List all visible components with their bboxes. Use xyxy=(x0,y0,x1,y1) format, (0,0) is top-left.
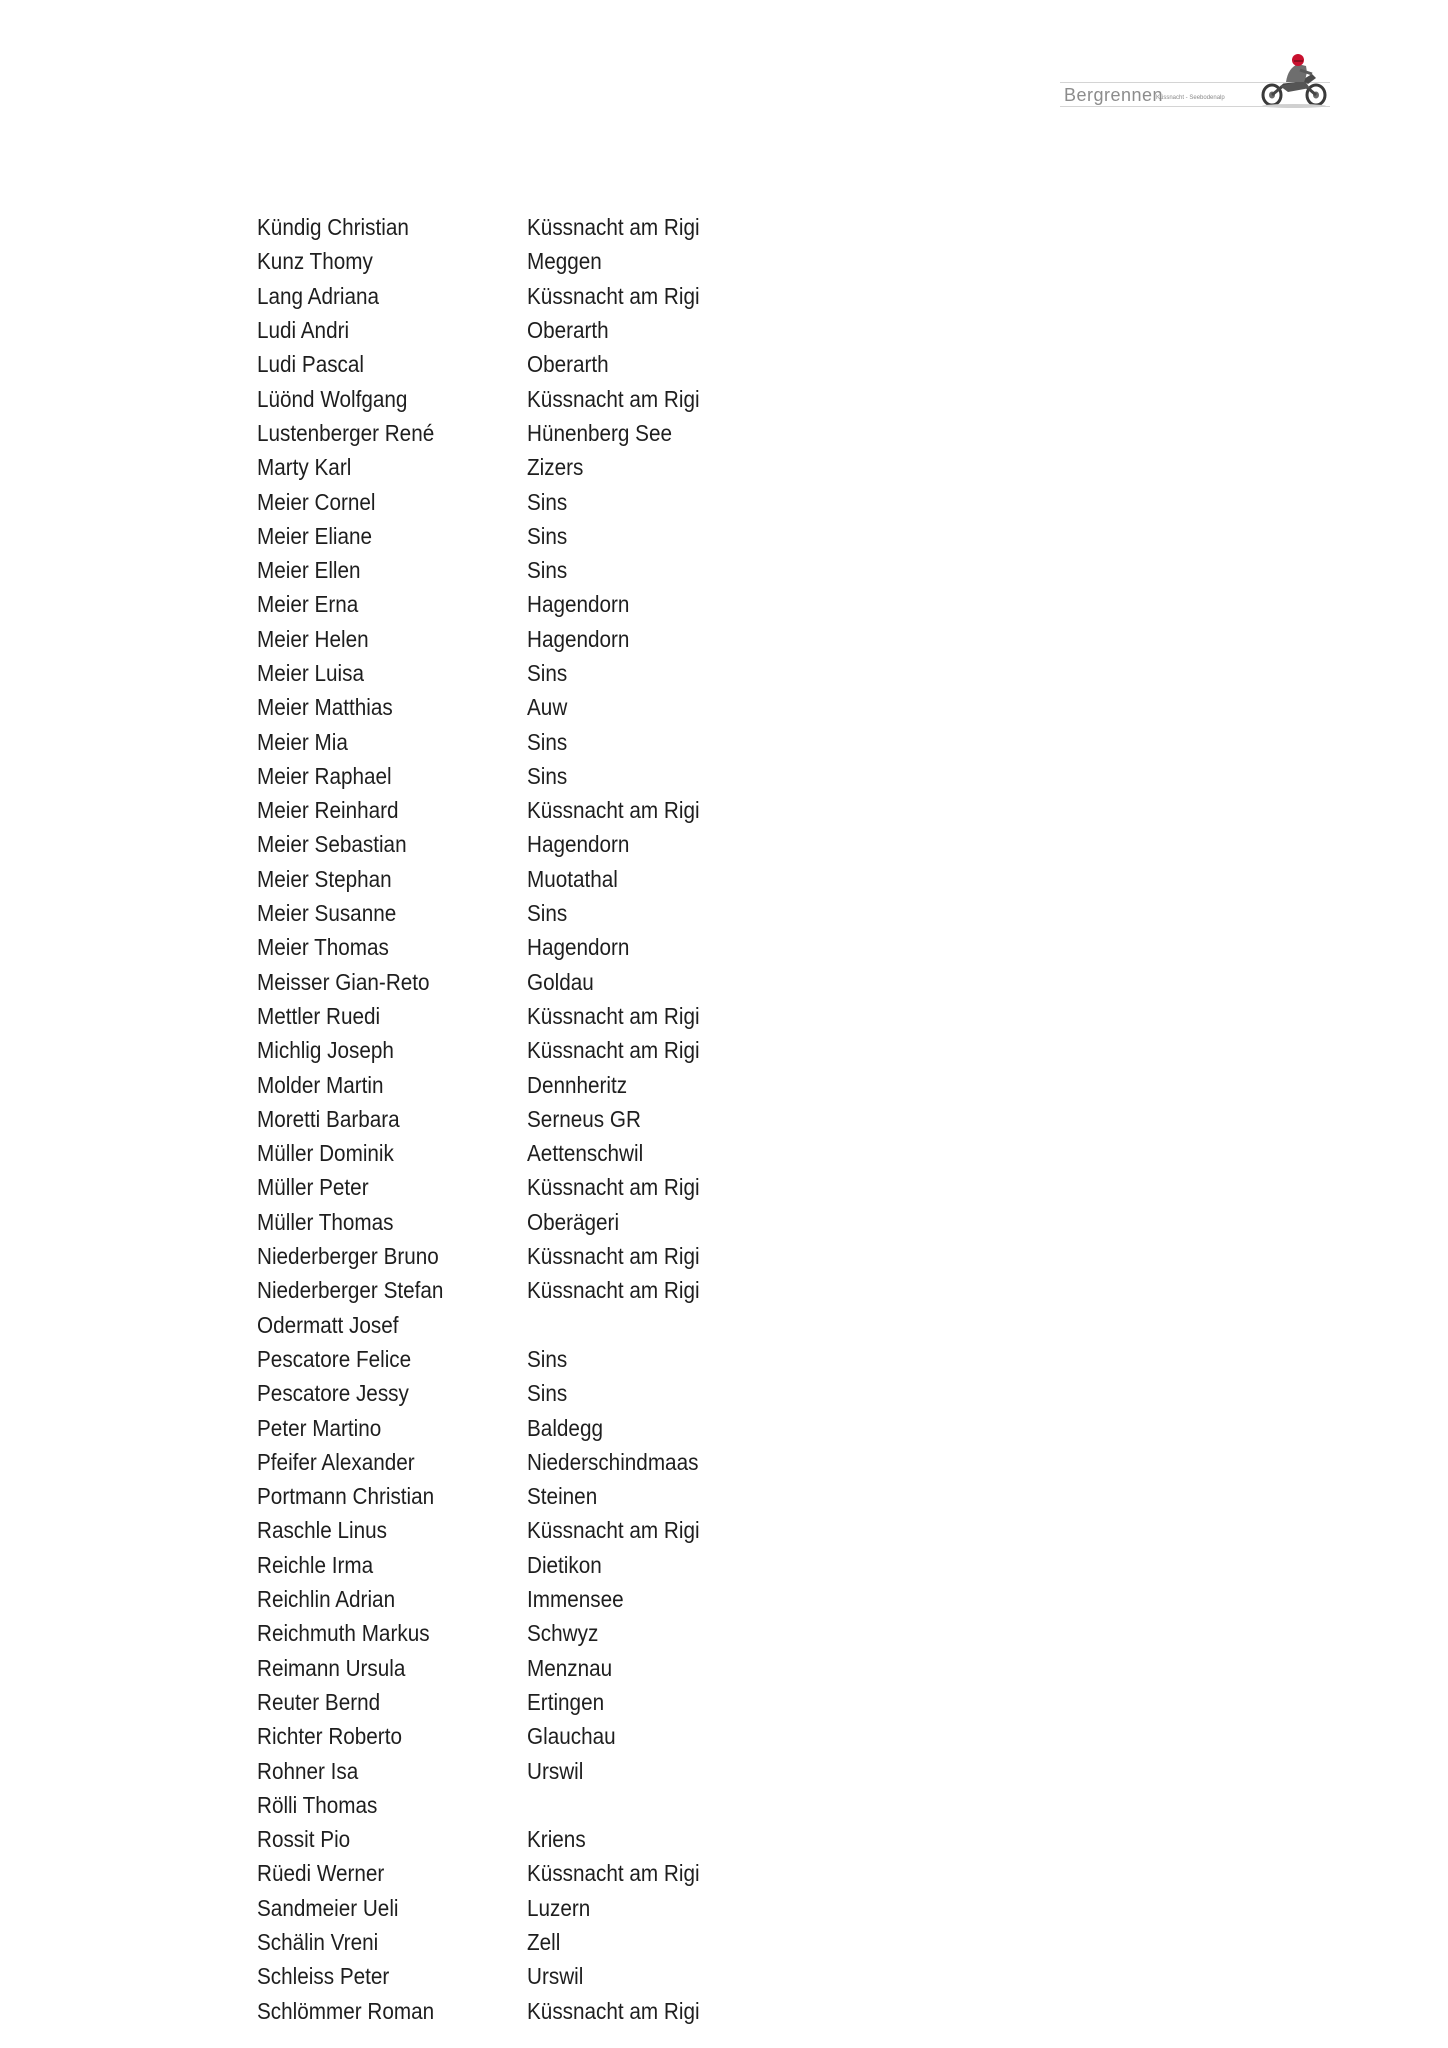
list-item xyxy=(257,1513,797,1547)
entry-place: Sins xyxy=(527,522,568,549)
list-item xyxy=(257,827,797,861)
entry-name: Kündig Christian xyxy=(257,214,409,241)
entry-name: Niederberger Stefan xyxy=(257,1277,444,1304)
entry-place: Küssnacht am Rigi xyxy=(527,385,700,412)
list-item xyxy=(257,484,797,518)
entry-place: Küssnacht am Rigi xyxy=(527,1997,700,2024)
entry-name: Kunz Thomy xyxy=(257,248,373,275)
entry-name: Rüedi Werner xyxy=(257,1860,385,1887)
entry-place: Küssnacht am Rigi xyxy=(527,1277,700,1304)
list-item xyxy=(257,210,797,244)
entry-place: Ertingen xyxy=(527,1688,605,1715)
list-item xyxy=(257,1479,797,1513)
list-item xyxy=(257,1856,797,1890)
entry-name: Pescatore Jessy xyxy=(257,1380,409,1407)
entry-name: Rossit Pio xyxy=(257,1826,351,1853)
entry-place: Oberarth xyxy=(527,351,609,378)
entry-place: Schwyz xyxy=(527,1620,599,1647)
entry-place: Menznau xyxy=(527,1654,613,1681)
list-item xyxy=(257,724,797,758)
entry-place: Sins xyxy=(527,900,568,927)
list-item xyxy=(257,1616,797,1650)
entry-place: Küssnacht am Rigi xyxy=(527,797,700,824)
entry-name: Reichlin Adrian xyxy=(257,1586,396,1613)
entry-name: Lang Adriana xyxy=(257,282,380,309)
entry-place: Luzern xyxy=(527,1894,591,1921)
list-item xyxy=(257,279,797,313)
entry-place: Aettenschwil xyxy=(527,1140,644,1167)
list-item xyxy=(257,587,797,621)
entry-name: Meier Ellen xyxy=(257,557,361,584)
entry-name: Ludi Pascal xyxy=(257,351,365,378)
entry-place: Steinen xyxy=(527,1483,598,1510)
entry-place: Küssnacht am Rigi xyxy=(527,1517,700,1544)
entry-place: Zell xyxy=(527,1928,561,1955)
entry-place: Dietikon xyxy=(527,1551,602,1578)
entry-name: Reichmuth Markus xyxy=(257,1620,430,1647)
list-item xyxy=(257,930,797,964)
header-logo xyxy=(1060,52,1338,110)
entry-name: Rölli Thomas xyxy=(257,1791,378,1818)
entry-name: Meier Helen xyxy=(257,625,369,652)
entry-place: Oberägeri xyxy=(527,1208,620,1235)
list-item xyxy=(257,1685,797,1719)
entry-name: Marty Karl xyxy=(257,454,352,481)
list-item xyxy=(257,1239,797,1273)
list-item xyxy=(257,1033,797,1067)
list-item xyxy=(257,416,797,450)
list-item xyxy=(257,1548,797,1582)
entry-name: Raschle Linus xyxy=(257,1517,388,1544)
entry-place: Sins xyxy=(527,728,568,755)
entry-name: Meier Sebastian xyxy=(257,831,407,858)
list-item xyxy=(257,1959,797,1993)
entry-name: Rohner Isa xyxy=(257,1757,359,1784)
entry-place: Kriens xyxy=(527,1826,586,1853)
entry-place: Hagendorn xyxy=(527,831,630,858)
entry-list xyxy=(257,210,857,2028)
entry-name: Lüönd Wolfgang xyxy=(257,385,408,412)
entry-place: Küssnacht am Rigi xyxy=(527,1002,700,1029)
list-item xyxy=(257,450,797,484)
entry-name: Schleiss Peter xyxy=(257,1963,390,1990)
entry-place: Auw xyxy=(527,694,568,721)
entry-name: Meier Matthias xyxy=(257,694,393,721)
list-item xyxy=(257,553,797,587)
list-item xyxy=(257,381,797,415)
entry-place: Muotathal xyxy=(527,865,618,892)
list-item xyxy=(257,1102,797,1136)
list-item xyxy=(257,313,797,347)
list-item xyxy=(257,862,797,896)
entry-place: Hagendorn xyxy=(527,591,630,618)
entry-place: Küssnacht am Rigi xyxy=(527,1243,700,1270)
entry-place: Serneus GR xyxy=(527,1105,641,1132)
list-item xyxy=(257,1342,797,1376)
entry-place: Hünenberg See xyxy=(527,419,673,446)
list-item xyxy=(257,1308,797,1342)
entry-name: Odermatt Josef xyxy=(257,1311,399,1338)
entry-name: Michlig Joseph xyxy=(257,1037,394,1064)
list-item xyxy=(257,244,797,278)
entry-name: Meier Stephan xyxy=(257,865,392,892)
entry-place: Goldau xyxy=(527,968,594,995)
entry-place: Urswil xyxy=(527,1963,584,1990)
entry-place: Niederschindmaas xyxy=(527,1448,699,1475)
list-item xyxy=(257,1273,797,1307)
entry-name: Sandmeier Ueli xyxy=(257,1894,399,1921)
list-item xyxy=(257,347,797,381)
list-item xyxy=(257,656,797,690)
motorcycle-rider-icon xyxy=(1258,52,1332,108)
entry-name: Meier Eliane xyxy=(257,522,373,549)
list-item xyxy=(257,1067,797,1101)
entry-place: Hagendorn xyxy=(527,625,630,652)
entry-name: Meisser Gian-Reto xyxy=(257,968,430,995)
entry-name: Reuter Bernd xyxy=(257,1688,381,1715)
list-item xyxy=(257,1788,797,1822)
entry-name: Meier Susanne xyxy=(257,900,397,927)
list-item xyxy=(257,965,797,999)
list-item xyxy=(257,1376,797,1410)
entry-place: Küssnacht am Rigi xyxy=(527,282,700,309)
list-item xyxy=(257,1719,797,1753)
list-item xyxy=(257,1410,797,1444)
entry-name: Ludi Andri xyxy=(257,317,350,344)
list-item xyxy=(257,999,797,1033)
list-item xyxy=(257,622,797,656)
entry-place: Küssnacht am Rigi xyxy=(527,1174,700,1201)
entry-place: Sins xyxy=(527,660,568,686)
list-item xyxy=(257,1753,797,1787)
entry-name: Schälin Vreni xyxy=(257,1928,379,1955)
entry-name: Portmann Christian xyxy=(257,1483,435,1510)
entry-name: Mettler Ruedi xyxy=(257,1002,381,1029)
entry-name: Meier Cornel xyxy=(257,488,376,515)
entry-name: Niederberger Bruno xyxy=(257,1243,439,1270)
entry-name: Müller Thomas xyxy=(257,1208,394,1235)
list-item xyxy=(257,1170,797,1204)
entry-name: Meier Raphael xyxy=(257,762,392,789)
entry-place: Immensee xyxy=(527,1586,624,1613)
entry-place: Oberarth xyxy=(527,317,609,344)
entry-place: Zizers xyxy=(527,454,584,481)
entry-name: Molder Martin xyxy=(257,1071,384,1098)
entry-name: Richter Roberto xyxy=(257,1723,402,1750)
entry-name: Müller Dominik xyxy=(257,1140,394,1167)
entry-name: Meier Erna xyxy=(257,591,359,618)
entry-name: Pescatore Felice xyxy=(257,1345,412,1372)
list-item xyxy=(257,1925,797,1959)
list-item xyxy=(257,793,797,827)
entry-name: Reichle Irma xyxy=(257,1551,374,1578)
entry-name: Schlömmer Roman xyxy=(257,1997,435,2024)
entry-name: Pfeifer Alexander xyxy=(257,1448,415,1475)
entry-place: Sins xyxy=(527,762,568,789)
entry-place: Glauchau xyxy=(527,1723,616,1750)
list-item xyxy=(257,759,797,793)
entry-name: Meier Reinhard xyxy=(257,797,399,824)
list-item xyxy=(257,1205,797,1239)
list-item xyxy=(257,690,797,724)
entry-name: Reimann Ursula xyxy=(257,1654,406,1681)
entry-place: Sins xyxy=(527,557,568,584)
entry-place: Küssnacht am Rigi xyxy=(527,1860,700,1887)
entry-place: Dennheritz xyxy=(527,1071,628,1098)
entry-place: Urswil xyxy=(527,1757,584,1784)
logo-subtext: Küssnacht - Seebodenalp xyxy=(1156,95,1225,101)
list-item xyxy=(257,1445,797,1479)
entry-name: Moretti Barbara xyxy=(257,1105,400,1132)
list-item xyxy=(257,1822,797,1856)
entry-name: Peter Martino xyxy=(257,1414,382,1441)
entry-place: Sins xyxy=(527,1380,568,1407)
list-item xyxy=(257,1891,797,1925)
list-item xyxy=(257,1136,797,1170)
logo-wordmark: Bergrennen xyxy=(1064,85,1164,105)
list-item xyxy=(257,896,797,930)
entry-place: Meggen xyxy=(527,248,602,275)
list-item xyxy=(257,519,797,553)
list-item xyxy=(257,1650,797,1684)
entry-place: Küssnacht am Rigi xyxy=(527,214,700,241)
list-item xyxy=(257,1582,797,1616)
entry-name: Meier Mia xyxy=(257,728,348,755)
entry-place: Baldegg xyxy=(527,1414,603,1441)
entry-place: Küssnacht am Rigi xyxy=(527,1037,700,1064)
entry-place: Hagendorn xyxy=(527,934,630,961)
entry-place: Sins xyxy=(527,488,568,515)
list-item xyxy=(257,1993,797,2027)
entry-place: Sins xyxy=(527,1345,568,1372)
entry-name: Lustenberger René xyxy=(257,419,435,446)
entry-name: Meier Luisa xyxy=(257,660,365,686)
entry-name: Meier Thomas xyxy=(257,934,389,961)
entry-name: Müller Peter xyxy=(257,1174,369,1201)
